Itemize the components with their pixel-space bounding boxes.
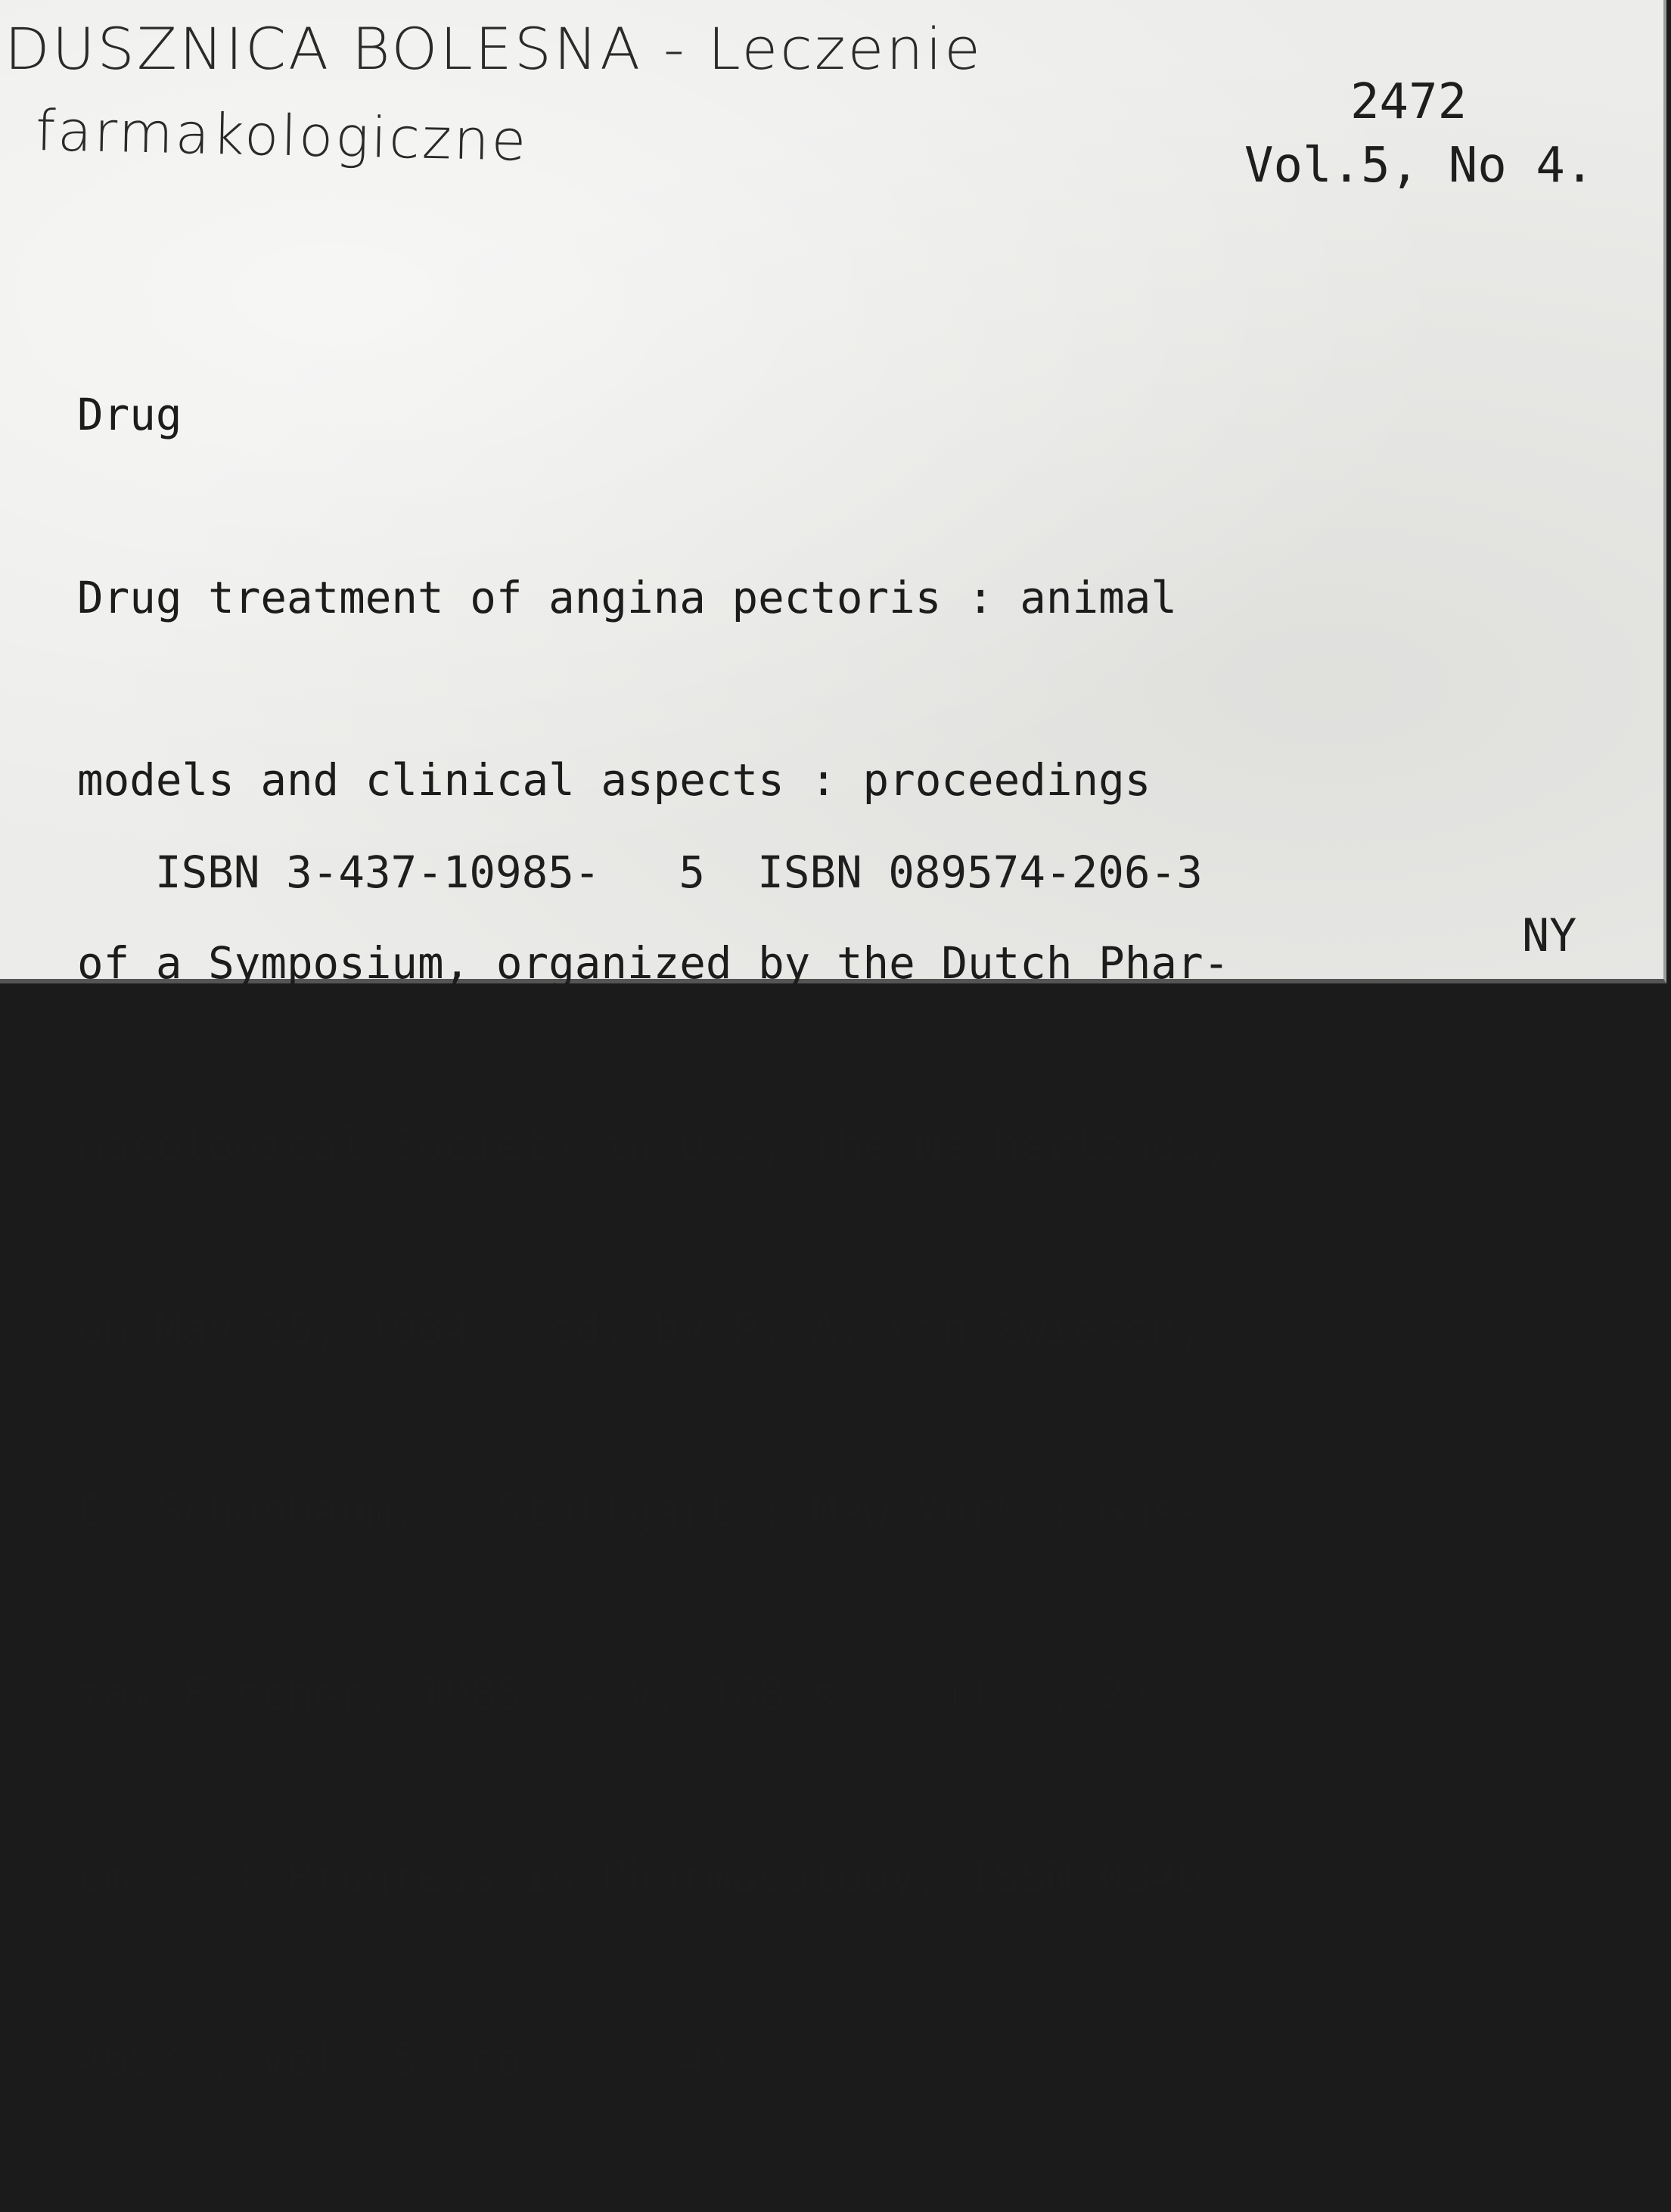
entry-line: models and clinical aspects : proceedings <box>77 755 1151 806</box>
entry-line-physical-description: tav Fischer, 1985. - V, 168 s. : il. ; 24 <box>77 1668 1151 1720</box>
handwritten-subject-heading: DUSZNICA BOLESNA - Leczenie <box>5 15 983 82</box>
bibliographic-entry <box>77 263 1229 2212</box>
entry-line-editors: on May 25, 1984 / ed. by P. A. van Zwieten, <box>77 1303 1204 1354</box>
entry-line-main-heading: Drug <box>77 390 182 440</box>
location-code: NY <box>1522 909 1577 962</box>
handwritten-subject-subheading: farmakologiczne <box>35 98 530 174</box>
entry-line-series-continued: 465X ; vol. 5, no. 4) <box>77 2033 732 2085</box>
isbn-numbers: ISBN 3-437-10985- 5 ISBN 089574-206-3 <box>155 847 1203 898</box>
entry-line-title: Drug treatment of angina pectoris : animal <box>77 572 1177 623</box>
entry-line: macological Society in Oss, The Netherlands, <box>77 1120 1230 1171</box>
entry-line-series: cm. - ( Progress in Pharmacology, ISSN 0340- <box>77 1851 1230 1902</box>
entry-line-publisher: E. Schönbaum. - Stuttgart ; New York : Gus- <box>77 1486 1204 1536</box>
entry-line: of a Symposium, organized by the Dutch Phar- <box>77 937 1230 989</box>
call-number: 2472 <box>1350 74 1468 130</box>
volume-number: Vol.5, No 4. <box>1244 138 1595 194</box>
